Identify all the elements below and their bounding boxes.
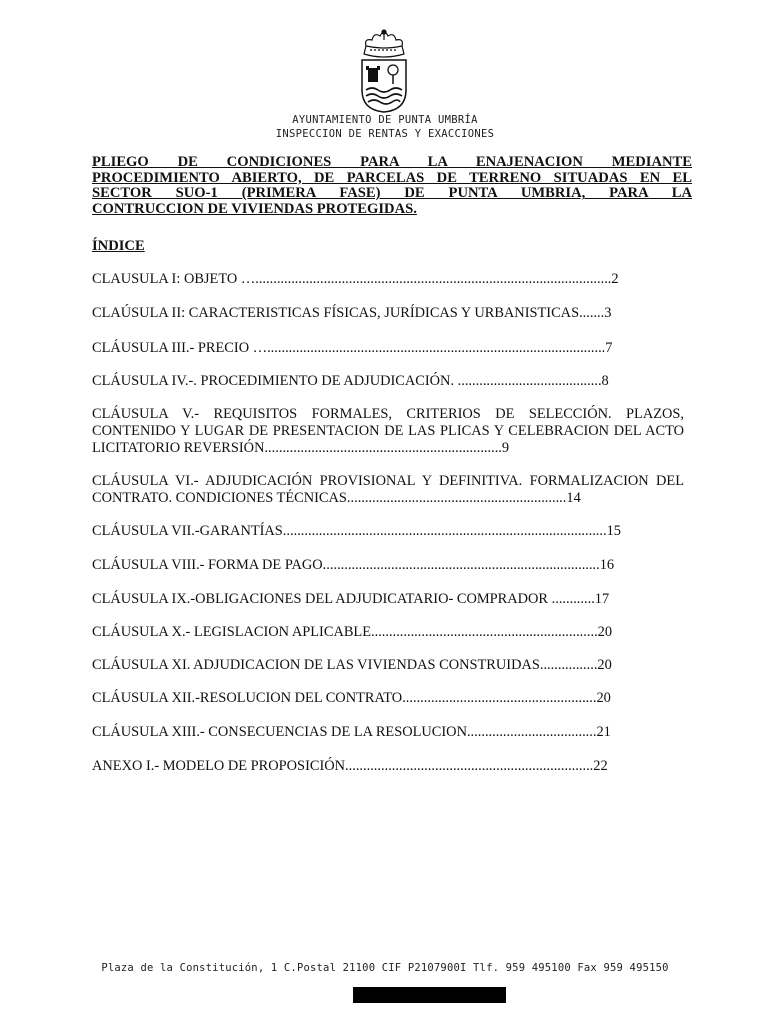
toc-entry-clausula-10: CLÁUSULA X.- LEGISLACION APLICABLE...............................................................20 bbox=[92, 624, 613, 640]
toc-entry-anexo-1: ANEXO I.- MODELO DE PROPOSICIÓN.....................................................................22 bbox=[92, 758, 608, 774]
document-title bbox=[92, 155, 692, 217]
title-line-4: CONTRUCCION DE VIVIENDAS PROTEGIDAS. bbox=[92, 200, 417, 217]
toc-entry-clausula-9: CLÁUSULA IX.-OBLIGACIONES DEL ADJUDICATARIO- COMPRADOR ............17 bbox=[92, 591, 610, 607]
toc-entry-clausula-1: CLAUSULA I: OBJETO …...................................................................................................2 bbox=[92, 271, 619, 287]
toc-entry-clausula-8: CLÁUSULA VIII.- FORMA DE PAGO.............................................................................16 bbox=[92, 557, 615, 573]
toc-entry-clausula-11: CLÁUSULA XI. ADJUDICACION DE LAS VIVIENDAS CONSTRUIDAS................20 bbox=[92, 657, 612, 673]
header-organization: AYUNTAMIENTO DE PUNTA UMBRÍA bbox=[292, 114, 478, 126]
toc-entry-clausula-13: CLÁUSULA XIII.- CONSECUENCIAS DE LA RESOLUCION....................................21 bbox=[92, 724, 611, 740]
title-line-1: PLIEGO DE CONDICIONES PARA LA ENAJENACION MEDIANTE bbox=[92, 154, 692, 170]
toc-entry-clausula-3: CLÁUSULA III.- PRECIO …..............................................................................................7 bbox=[92, 340, 613, 356]
toc-entry-clausula-6: CLÁUSULA VI.- ADJUDICACIÓN PROVISIONAL Y DEFINITIVA. FORMALIZACION DEL CONTRATO. CONDICIONES TÉCNICAS.............................................................14 bbox=[92, 473, 684, 506]
title-line-2: PROCEDIMIENTO ABIERTO, DE PARCELAS DE TERRENO SITUADAS EN EL bbox=[92, 169, 692, 186]
toc-entry-clausula-7: CLÁUSULA VII.-GARANTÍAS..........................................................................................15 bbox=[92, 523, 621, 539]
index-heading: ÍNDICE bbox=[92, 238, 145, 254]
toc-entry-clausula-12: CLÁUSULA XII.-RESOLUCION DEL CONTRATO......................................................20 bbox=[92, 690, 611, 706]
toc-entry-clausula-5: CLÁUSULA V.- REQUISITOS FORMALES, CRITERIOS DE SELECCIÓN. PLAZOS, CONTENIDO Y LUGAR DE PRESENTACION DE LAS PLICAS Y CELEBRACION DEL ACTO LICITATORIO REVERSIÓN..................................................................9 bbox=[92, 406, 684, 456]
toc-entry-clausula-2: CLAÚSULA II: CARACTERISTICAS FÍSICAS, JURÍDICAS Y URBANISTICAS.......3 bbox=[92, 305, 612, 321]
header-department: INSPECCION DE RENTAS Y EXACCIONES bbox=[275, 128, 495, 140]
title-line-3: SECTOR SUO-1 (PRIMERA FASE) DE PUNTA UMBRIA, PARA LA bbox=[92, 185, 692, 202]
footer-address: Plaza de la Constitución, 1 C.Postal 21100 CIF P2107900I Tlf. 959 495100 Fax 959 495150 bbox=[101, 962, 669, 974]
redaction-bar bbox=[353, 987, 506, 1003]
municipal-crest-logo bbox=[358, 28, 410, 114]
toc-entry-clausula-4: CLÁUSULA IV.-. PROCEDIMIENTO DE ADJUDICACIÓN. ........................................8 bbox=[92, 373, 609, 389]
